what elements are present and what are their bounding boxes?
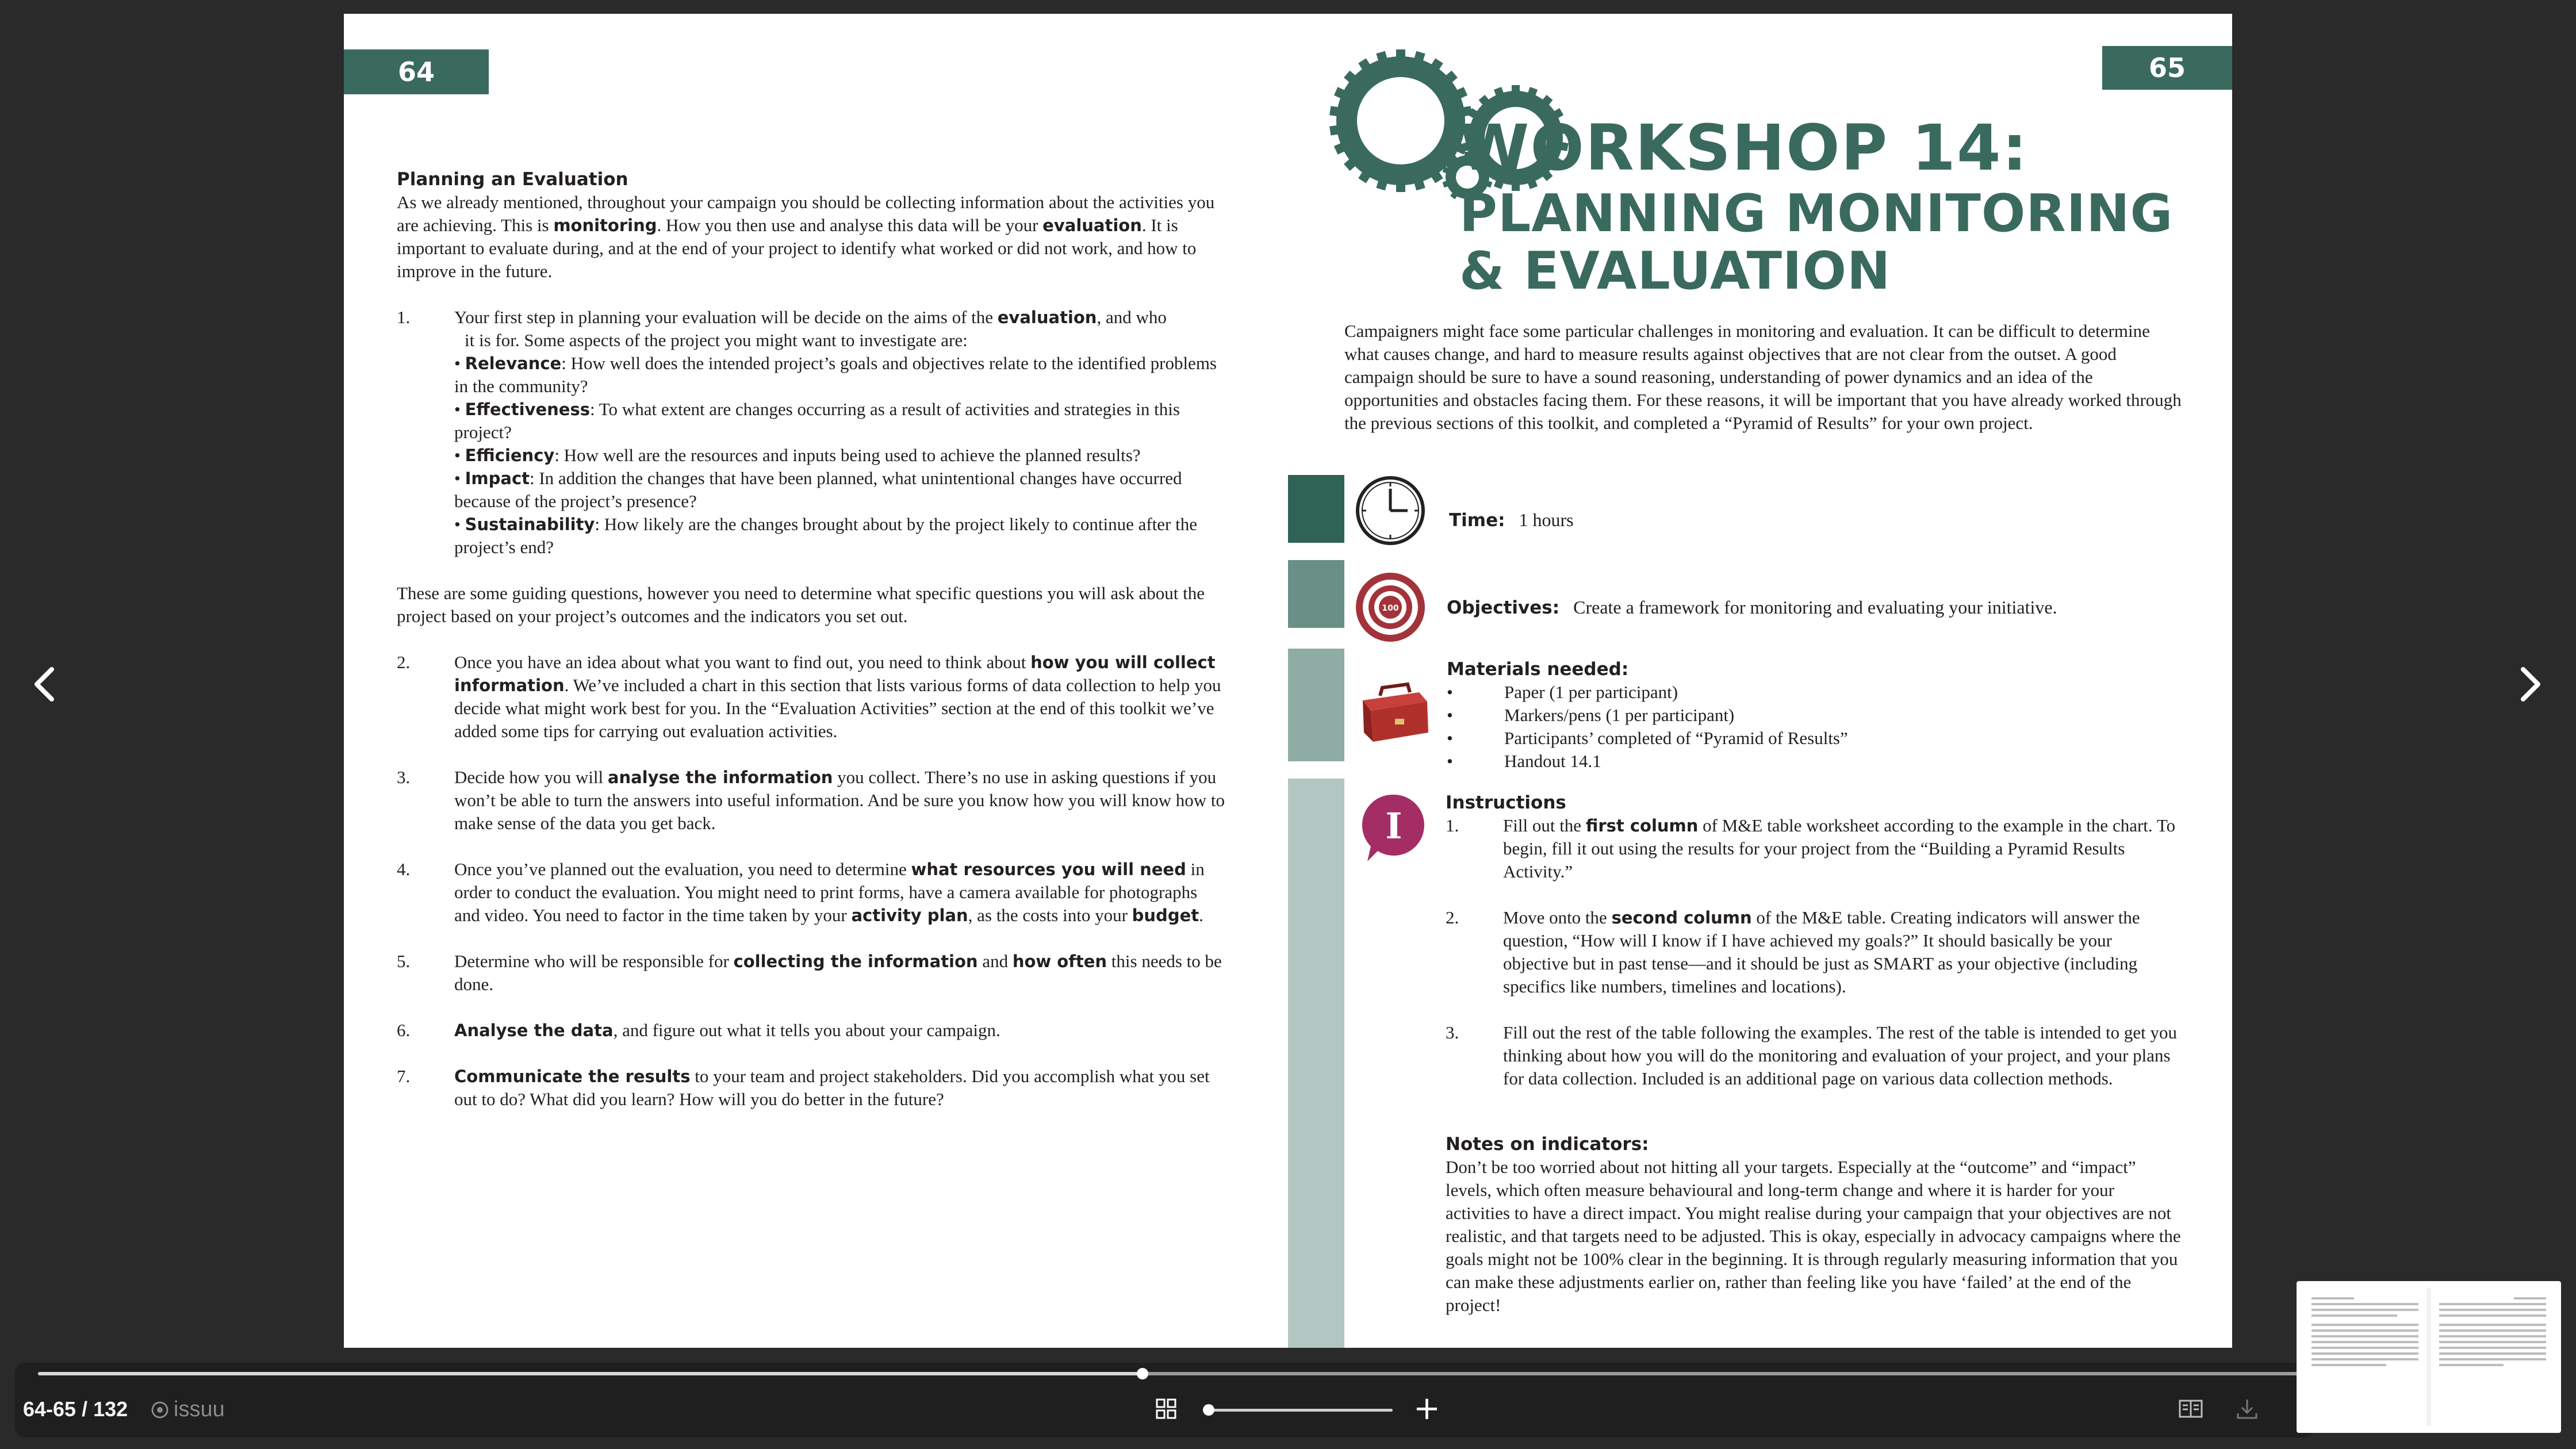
criteria-item: • Efficiency: How well are the resources and inputs being used to achieve the planned results? <box>454 445 1141 465</box>
time-row <box>1449 509 1574 531</box>
chevron-right-icon <box>2518 666 2544 703</box>
page-counter: 64-65 / 132 <box>23 1397 128 1421</box>
step-1: 1. Your first step in planning your evaluation will be decide on the aims of the evaluation, and who it is for. Some aspects of the project you might want to investigate are: • Relevance: How well does the intended project’s goals and objectives relate to the identified problems in the community? • Effectiveness: To what extent are changes occurring as a result of activities and strategies in this project? • Efficiency: How well are the resources and inputs being used to achieve the planned results? • Impact: In addition the changes that have been planned, what unintentional changes have occurred because of the project’s presence? • Sustainability: How likely are the changes brought about by the project likely to continue after the project’s end? <box>397 306 1225 559</box>
time-label: Time: <box>1449 510 1505 531</box>
materials-label: Materials needed: <box>1447 659 1629 680</box>
chevron-left-icon <box>31 666 56 703</box>
step-4: 4. Once you’ve planned out the evaluation, you need to determine what resources you will need in order to conduct the evaluation. You might need to print forms, have a camera available for photographs and video. You need to factor in the time taken by your activity plan, as the costs into your budget. <box>397 859 1205 925</box>
instruction-3: 3. Fill out the rest of the table following the examples. The rest of the table is intended to get you thinking about how you will do the monitoring and evaluation of your project, and your plans for data collection. Included is an additional page on various data collection methods. <box>1446 1022 2177 1088</box>
zoom-slider[interactable] <box>1209 1409 1393 1412</box>
toolbox-icon <box>1357 675 1432 750</box>
info-icon <box>1359 791 1427 865</box>
step-5: 5. Determine who will be responsible for collecting the information and how often this needs to be done. <box>397 951 1222 994</box>
notes-section <box>1446 1133 2182 1317</box>
instructions-label: Instructions <box>1446 792 1566 813</box>
issuu-logo[interactable]: issuu <box>151 1397 225 1422</box>
page-progress-slider[interactable] <box>38 1372 2315 1375</box>
notes-label: Notes on indicators: <box>1446 1134 1649 1155</box>
time-value: 1 hours <box>1519 509 1574 530</box>
workshop-subtitle-line2: & EVALUATION <box>1459 241 1891 301</box>
instructions-bar <box>1288 779 1344 1348</box>
step-2: 2. Once you have an idea about what you want to find out, you need to think about how you will collect information. We’ve included a chart in this section that lists various forms of data collection to help you decide what might work best for you. In the “Evaluation Activities” section at the end of this toolkit we’ve added some tips for carrying out evaluation activities. <box>397 652 1221 741</box>
section-heading: Planning an Evaluation <box>397 169 628 190</box>
reader-icon[interactable] <box>2177 1395 2205 1423</box>
left-page <box>344 14 1288 1348</box>
criteria-item: • Relevance: How well does the intended project’s goals and objectives relate to the identified problems in the community? <box>454 353 1217 396</box>
thumbnail-page-right <box>2431 1288 2554 1426</box>
materials-item: • Handout 14.1 <box>1447 751 1601 771</box>
notes-text: Don’t be too worried about not hitting all your targets. Especially at the “outcome” and “impact” levels, which often measure behavioural and long-term change and where it is harder for your activities to have a direct impact. You might realise during your campaign that your objectives are not realistic, and that targets need to be adjusted. This is okay, especially in advocacy campaigns where the goals might not be 100% clear in the beginning. It is through regularly measuring information that you can make these adjustments earlier on, rather than feeling like you have ‘failed’ at the end of the project! <box>1446 1157 2181 1315</box>
previous-page-button[interactable] <box>21 661 67 707</box>
workshop-subtitle-line1: PLANNING MONITORING <box>1459 183 2174 244</box>
objectives-bar <box>1288 560 1344 628</box>
thumbnail-preview[interactable] <box>2297 1281 2561 1433</box>
intro-paragraph: As we already mentioned, throughout your campaign you should be collecting information about the activities you are achieving. This is monitoring. How you then use and analyse this data will be your evaluation. It is important to evaluate during, and at the end of your project to identify what worked or did not work, and how to improve in the future. <box>397 192 1215 281</box>
page-number-left: 64 <box>344 49 489 94</box>
instruction-1: 1. Fill out the first column of M&E table worksheet according to the example in the chart. To begin, fill it out using the results for your project from the “Building a Pyramid Results Activity.” <box>1446 815 2176 881</box>
criteria-item: • Effectiveness: To what extent are changes occurring as a result of activities and strategies in this project? <box>454 399 1180 442</box>
svg-text:I: I <box>1385 805 1402 847</box>
grid-icon[interactable] <box>1153 1396 1179 1421</box>
criteria-item: • Sustainability: How likely are the changes brought about by the project likely to continue after the project’s end? <box>454 514 1197 557</box>
zoom-in-button[interactable] <box>1413 1392 1440 1426</box>
step-7: 7. Communicate the results to your team and project stakeholders. Did you accomplish what you set out to do? What did you learn? How will you do better in the future? <box>397 1066 1210 1109</box>
materials-bar <box>1288 649 1344 761</box>
plus-icon: + <box>1413 1390 1440 1427</box>
clock-icon <box>1355 475 1426 546</box>
objectives-value: Create a framework for monitoring and evaluating your initiative. <box>1573 597 2057 618</box>
guiding-paragraph: These are some guiding questions, however you need to determine what specific questions you will ask about the project based on your project’s outcomes and the indicators you set out. <box>397 583 1205 626</box>
issuu-icon <box>151 1401 169 1419</box>
viewer-toolbar <box>15 1363 2315 1438</box>
materials-item: • Paper (1 per participant) <box>1447 682 1678 702</box>
objectives-label: Objectives: <box>1447 597 1560 618</box>
svg-text:100: 100 <box>1382 604 1399 613</box>
materials-section <box>1447 658 2137 773</box>
workshop-intro: Campaigners might face some particular challenges in monitoring and evaluation. It can be difficult to determine what causes change, and hard to measure results against objectives that are not clear from the outset. A good campaign should be sure to have a sound reasoning, understanding of power dynamics and an idea of the opportunities and obstacles facing them. For these reasons, it will be important that you have already worked through the previous sections of this toolkit, and completed a “Pyramid of Results” for your own project. <box>1344 321 2182 433</box>
progress-handle[interactable] <box>1137 1368 1148 1379</box>
download-icon[interactable] <box>2233 1395 2261 1423</box>
instructions-section <box>1446 791 2182 1090</box>
zoom-handle[interactable] <box>1203 1404 1214 1416</box>
right-page <box>1288 14 2232 1348</box>
next-page-button[interactable] <box>2508 661 2554 707</box>
step-3: 3. Decide how you will analyse the information you collect. There’s no use in asking questions if you won’t be able to turn the answers into useful information. And be sure you know how you will know how to make sense of the data you get back. <box>397 767 1225 833</box>
materials-item: • Markers/pens (1 per participant) <box>1447 705 1735 725</box>
criteria-item: • Impact: In addition the changes that have been planned, what unintentional changes have occurred because of the project’s presence? <box>454 468 1182 511</box>
target-icon <box>1354 570 1427 644</box>
thumbnail-page-left <box>2303 1288 2426 1426</box>
step-6: 6. Analyse the data, and figure out what it tells you about your campaign. <box>397 1020 1000 1040</box>
criteria-list <box>454 352 1225 559</box>
objectives-row <box>1447 597 2057 618</box>
workshop-title <box>1459 110 2173 300</box>
instruction-2: 2. Move onto the second column of the M&E table. Creating indicators will answer the question, “How will I know if I have achieved my goals?” It should basically be your objective but in past tense—and it should be just as SMART as your objective (including specifics like numbers, timelines and locations). <box>1446 907 2140 996</box>
left-page-content <box>397 168 1225 1111</box>
workshop-number: WORKSHOP 14: <box>1459 111 2029 185</box>
materials-item: • Participants’ completed of “Pyramid of Results” <box>1447 728 1848 748</box>
document-spread <box>344 14 2232 1348</box>
page-number-right: 65 <box>2102 46 2232 90</box>
progress-fill <box>38 1372 1143 1375</box>
time-bar <box>1288 475 1344 543</box>
